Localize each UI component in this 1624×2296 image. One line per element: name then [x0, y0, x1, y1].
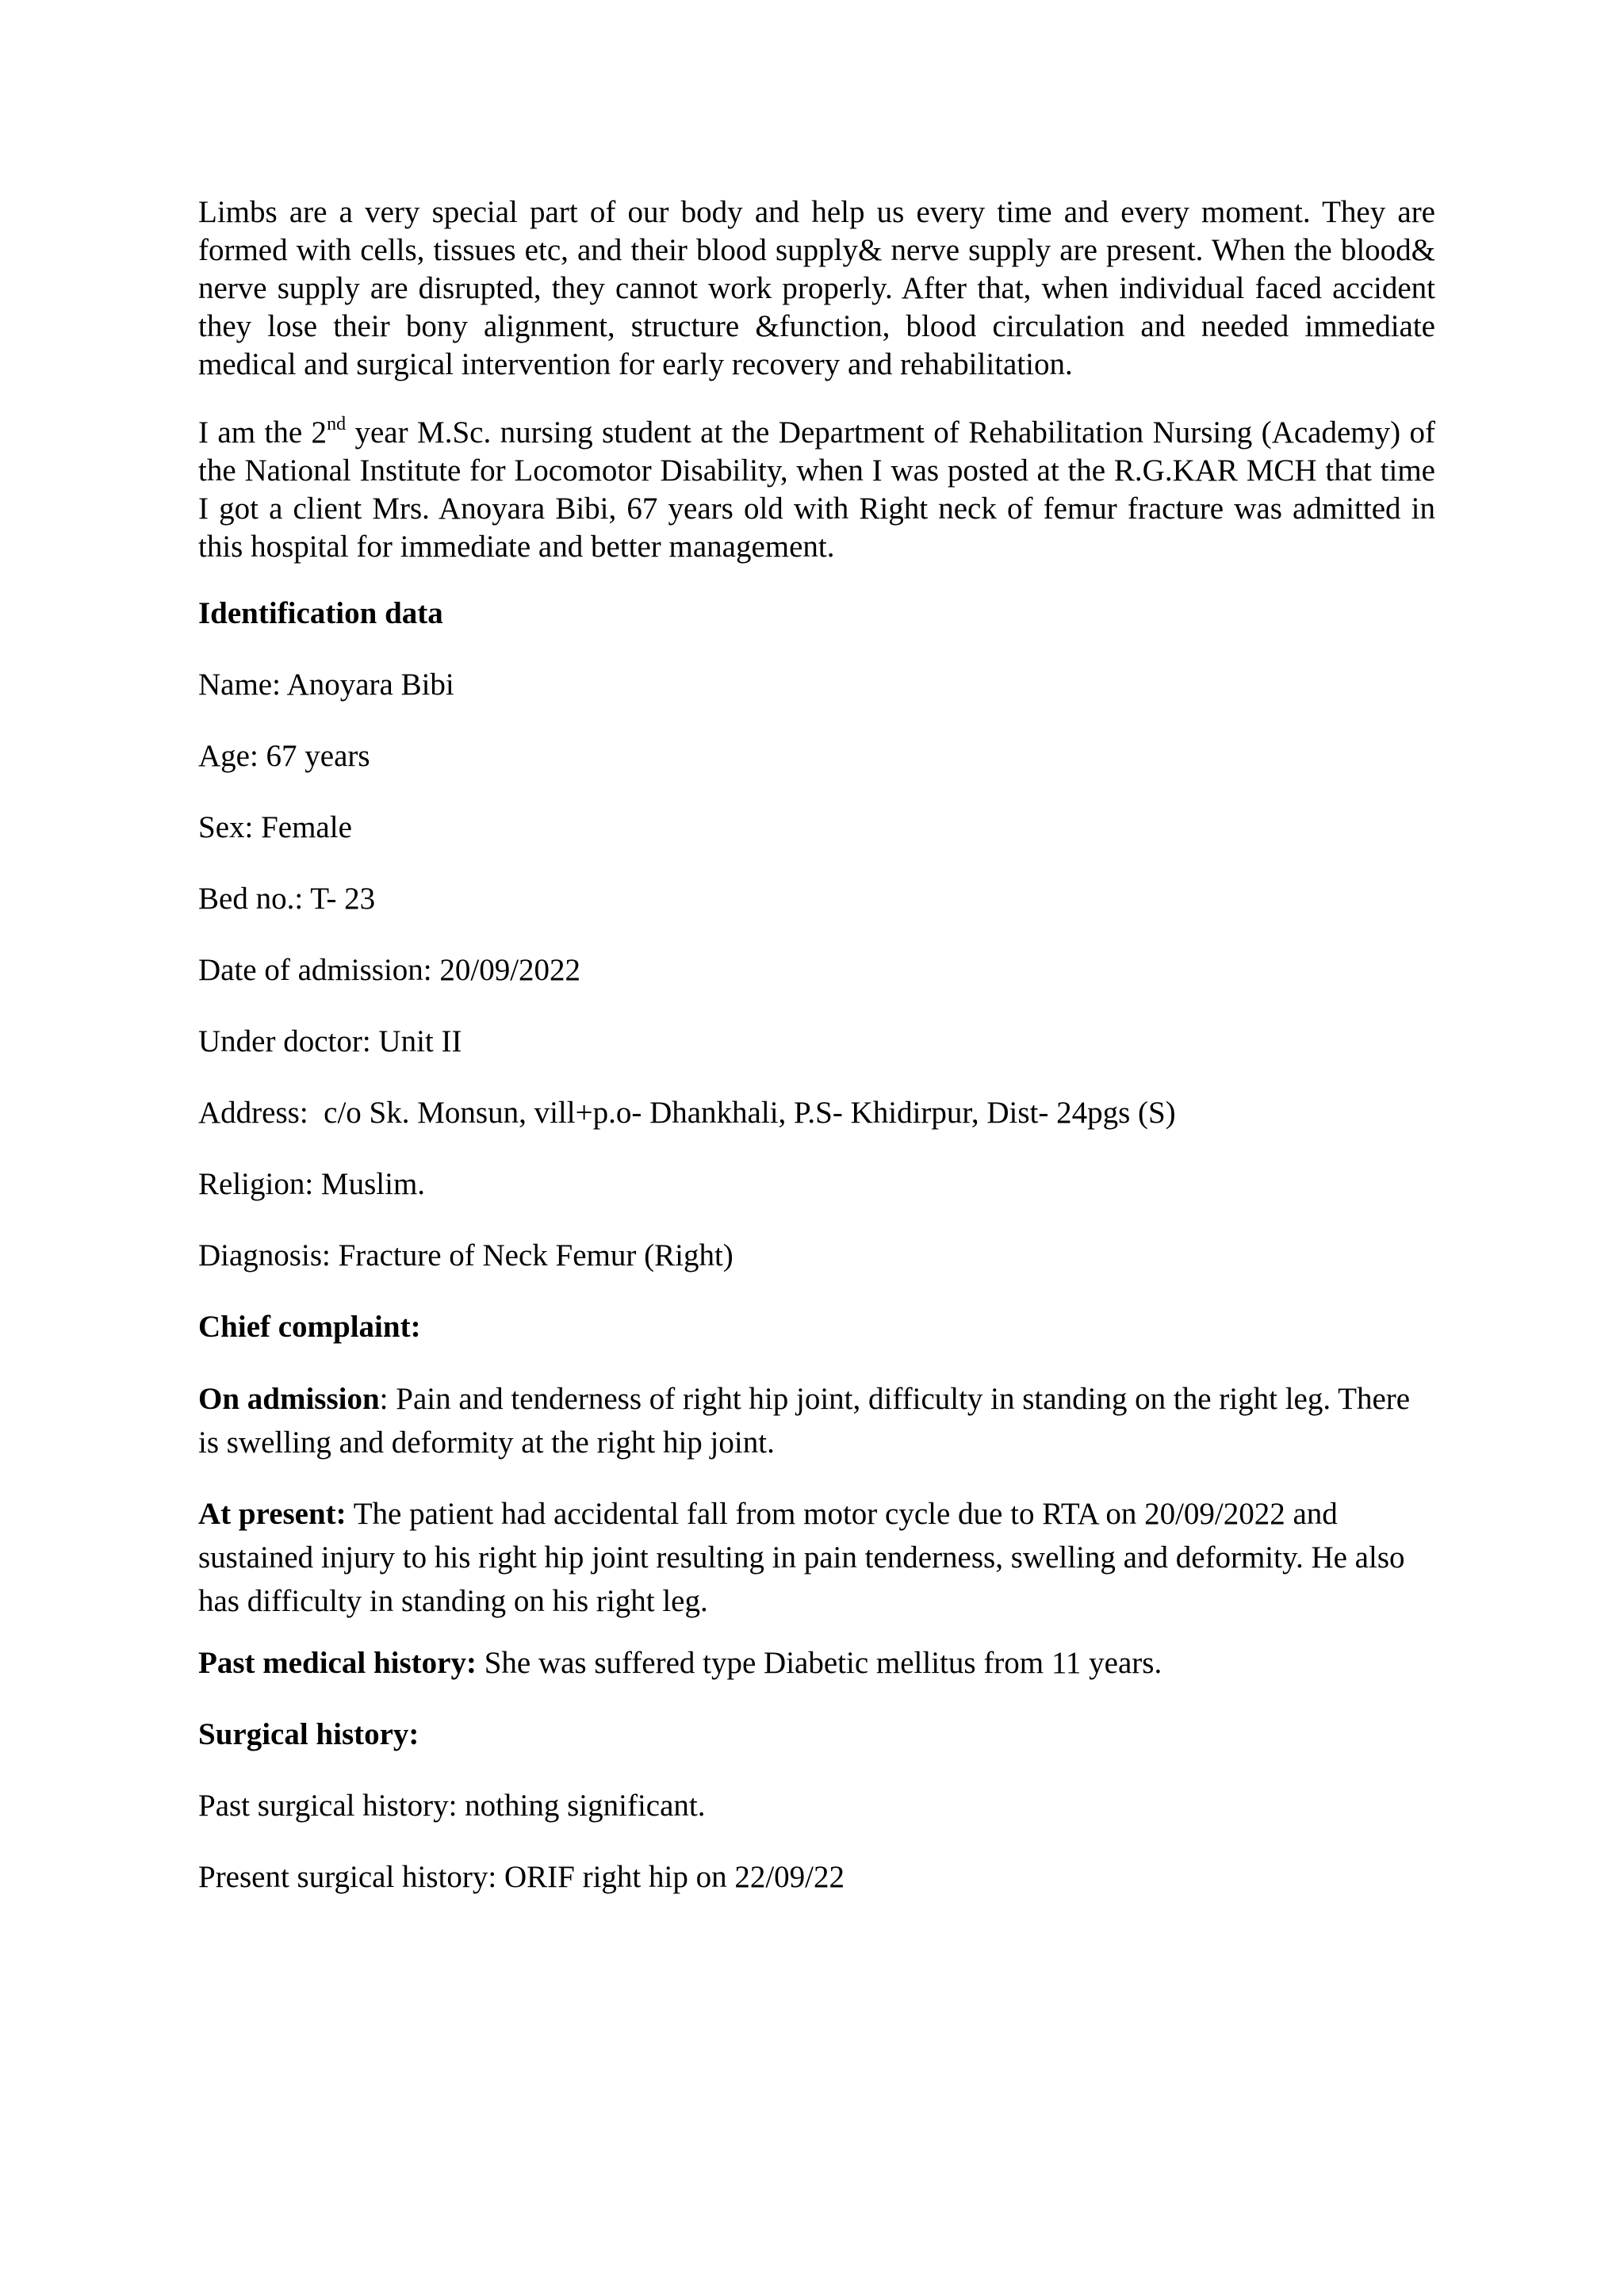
past-medical-label: Past medical history: [198, 1646, 477, 1680]
at-present-text: The patient had accidental fall from motor cycle due to RTA on 20/09/2022 and sustained injury to his right hip joint resulting in pain tenderness, swelling and deformity. He also has difficulty in standing on his right leg. [198, 1497, 1405, 1618]
ordinal-suffix: nd [327, 414, 347, 434]
identification-heading: Identification data [198, 596, 443, 630]
on-admission-label: On admission [198, 1382, 380, 1416]
under-doctor: Under doctor: Unit II [198, 1024, 462, 1058]
surgical-history-heading: Surgical history: [198, 1717, 419, 1751]
past-medical-history [198, 1644, 1435, 1682]
intro-paragraph-2-start: I am the 2 [198, 415, 327, 450]
patient-name: Name: Anoyara Bibi [198, 668, 454, 702]
patient-age: Age: 67 years [198, 739, 370, 773]
patient-religion: Religion: Muslim. [198, 1167, 426, 1201]
intro-paragraph-2-rest: year M.Sc. nursing student at the Department of Rehabilitation Nursing (Academy) of the National Institute for Locomotor Disability, when I was posted at the R.G.KAR MCH that time I got a client Mrs. Anoyara Bibi, 67 years old with Right neck of femur fracture was admitted in this hospital for immediate and better management. [198, 415, 1435, 564]
past-surgical-history: Past surgical history: nothing significant. [198, 1789, 706, 1823]
past-medical-text: She was suffered type Diabetic mellitus from 11 years. [476, 1646, 1162, 1680]
chief-complaint-heading: Chief complaint: [198, 1310, 421, 1344]
at-present-paragraph [198, 1492, 1435, 1623]
intro-paragraph-2 [198, 414, 1435, 566]
bed-number: Bed no.: T- 23 [198, 882, 376, 916]
admission-date: Date of admission: 20/09/2022 [198, 953, 581, 987]
at-present-label: At present: [198, 1497, 347, 1531]
intro-paragraph-1: Limbs are a very special part of our body and help us every time and every moment. They are formed with cells, tissues etc, and their blood supply& nerve supply are present. When the blood& nerve supply are disrupted, they cannot work properly. After that, when individual faced accident they lose their bony alignment, structure &function, blood circulation and needed immediate medical and surgical intervention for early recovery and rehabilitation. [198, 195, 1435, 381]
on-admission-paragraph [198, 1377, 1435, 1464]
on-admission-text: : Pain and tenderness of right hip joint, difficulty in standing on the right leg. There is swelling and deformity at the right hip joint. [198, 1382, 1411, 1460]
patient-address: Address: c/o Sk. Monsun, vill+p.o- Dhankhali, P.S- Khidirpur, Dist- 24pgs (S) [198, 1096, 1176, 1130]
patient-sex: Sex: Female [198, 810, 352, 844]
present-surgical-history: Present surgical history: ORIF right hip on 22/09/22 [198, 1860, 845, 1894]
diagnosis: Diagnosis: Fracture of Neck Femur (Right) [198, 1238, 733, 1272]
